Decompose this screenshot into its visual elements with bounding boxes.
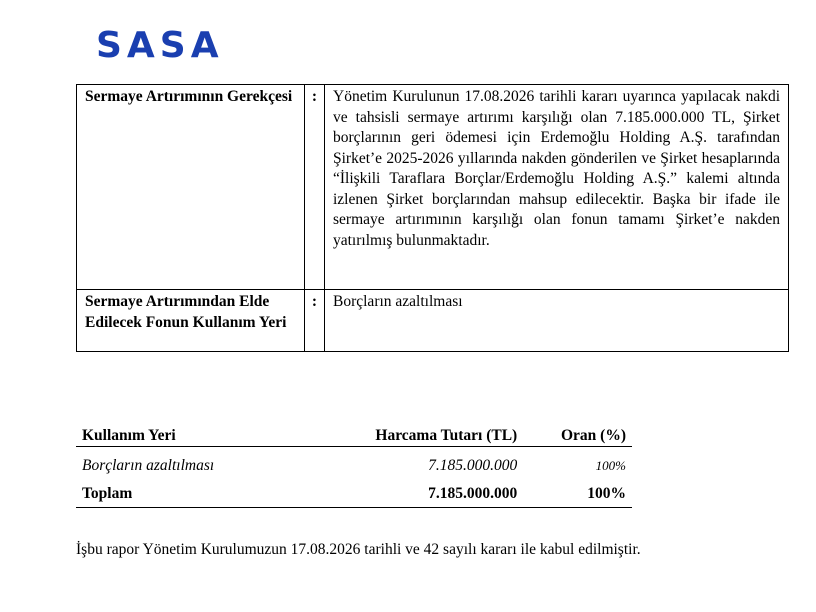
company-logo: SASA (96, 25, 224, 66)
item-ratio: 100% (595, 458, 626, 473)
fund-usage-table (76, 426, 632, 508)
total-ratio: 100% (523, 485, 632, 508)
table-header-row (76, 426, 632, 447)
reason-text: Yönetim Kurulunun 17.08.2026 tarihli kararı uyarınca yapılacak nakdi ve tahsisli sermaye artırımı karşılığı olan 7.185.000.000 TL, Şirket borçlarının geri ödemesi için Erdemoğlu Holding A.Ş. tarafından Şirket’e 2025-2026 yıllarında nakden gönderilen ve Şirket hesaplarında “İlişkili Taraflara Borçlar/Erdemoğlu Holding A.Ş.” kalemi altında izlenen Şirket borçlarından mahsup edilecektir. Başka bir ifade ile sermaye artırımının karşılığı olan fonun tamamı Şirket’e nakden yatırılmış bulunmaktadır. (325, 85, 789, 290)
table-row (77, 85, 789, 290)
total-amount: 7.185.000.000 (308, 485, 524, 508)
header-amount: Harcama Tutarı (TL) (308, 426, 524, 447)
footer-statement: İşbu rapor Yönetim Kurulumuzun 17.08.2026 tarihli ve 42 sayılı kararı ile kabul edilmiştir. (76, 541, 641, 558)
header-ratio: Oran (%) (523, 426, 632, 447)
table-row (76, 447, 632, 486)
reason-label: Sermaye Artırımının Gerekçesi (77, 85, 305, 290)
fund-usage-text: Borçların azaltılması (325, 290, 789, 352)
table-total-row (76, 485, 632, 508)
header-usage: Kullanım Yeri (76, 426, 308, 447)
colon-separator: : (305, 290, 325, 352)
colon-separator: : (305, 85, 325, 290)
total-label: Toplam (76, 485, 308, 508)
item-amount: 7.185.000.000 (428, 457, 518, 474)
fund-usage-label: Sermaye Artırımından Elde Edilecek Fonun Kullanım Yeri (77, 290, 305, 352)
table-row (77, 290, 789, 352)
item-usage: Borçların azaltılması (82, 457, 215, 474)
capital-increase-info-table (76, 84, 789, 352)
